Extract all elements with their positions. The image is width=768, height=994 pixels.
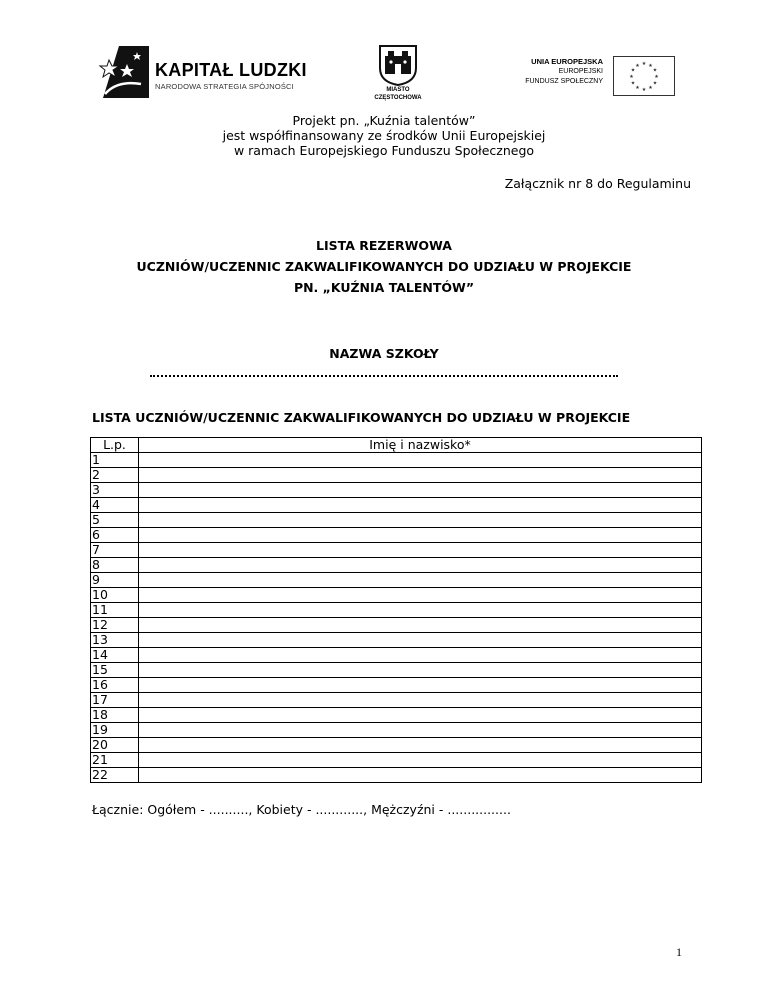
table-row	[91, 558, 702, 573]
kapital-ludzki-logo	[97, 44, 307, 100]
table-row	[91, 453, 702, 468]
svg-text:★: ★	[629, 74, 634, 80]
list-heading: LISTA UCZNIÓW/UCZENNIC ZAKWALIFIKOWANYCH DO UDZIAŁU W PROJEKCIE	[92, 410, 631, 425]
row-number: 20	[91, 738, 139, 753]
table-row	[91, 663, 702, 678]
row-number: 14	[91, 648, 139, 663]
city-logo-line2: CZĘSTOCHOWA	[374, 95, 422, 101]
row-name-cell[interactable]	[139, 693, 702, 708]
table-row	[91, 528, 702, 543]
row-number: 4	[91, 498, 139, 513]
row-number: 8	[91, 558, 139, 573]
title-line3: PN. „KUŹNIA TALENTÓW”	[293, 280, 475, 295]
table-row	[91, 738, 702, 753]
row-name-cell[interactable]	[139, 708, 702, 723]
project-line1: Projekt pn. „Kuźnia talentów”	[292, 113, 476, 128]
table-row	[91, 723, 702, 738]
table-row	[91, 513, 702, 528]
row-name-cell[interactable]	[139, 468, 702, 483]
eu-logo-line1: UNIA EUROPEJSKA	[531, 57, 603, 66]
table-row	[91, 768, 702, 783]
eu-flag-icon	[613, 56, 675, 96]
row-name-cell[interactable]	[139, 633, 702, 648]
table-row	[91, 498, 702, 513]
svg-text:★: ★	[641, 61, 647, 67]
project-line2: jest współfinansowany ze środków Unii Europejskiej	[222, 128, 546, 143]
row-name-cell[interactable]	[139, 738, 702, 753]
svg-text:★: ★	[652, 80, 658, 87]
svg-text:★: ★	[654, 74, 659, 80]
row-name-cell[interactable]	[139, 768, 702, 783]
row-name-cell[interactable]	[139, 483, 702, 498]
header-name: Imię i nazwisko*	[139, 438, 702, 453]
table-row	[91, 483, 702, 498]
header-lp: L.p.	[91, 438, 139, 453]
eu-logo	[507, 56, 675, 96]
row-number: 7	[91, 543, 139, 558]
row-name-cell[interactable]	[139, 753, 702, 768]
table-row	[91, 753, 702, 768]
participants-table	[90, 437, 702, 783]
row-number: 12	[91, 618, 139, 633]
table-header-row	[91, 438, 702, 453]
table-row	[91, 468, 702, 483]
svg-text:★: ★	[630, 80, 636, 87]
table-row	[91, 648, 702, 663]
row-number: 22	[91, 768, 139, 783]
svg-text:★: ★	[652, 67, 658, 74]
title-line2: UCZNIÓW/UCZENNIC ZAKWALIFIKOWANYCH DO UDZIAŁU W PROJEKCIE	[136, 259, 632, 274]
row-name-cell[interactable]	[139, 498, 702, 513]
row-name-cell[interactable]	[139, 573, 702, 588]
row-name-cell[interactable]	[139, 603, 702, 618]
eu-logo-text	[525, 56, 603, 87]
row-number: 10	[91, 588, 139, 603]
table-row	[91, 693, 702, 708]
row-name-cell[interactable]	[139, 528, 702, 543]
row-number: 11	[91, 603, 139, 618]
table-row	[91, 588, 702, 603]
row-name-cell[interactable]	[139, 453, 702, 468]
kapital-ludzki-subtitle: NARODOWA STRATEGIA SPÓJNOŚCI	[155, 82, 294, 91]
totals-line: Łącznie: Ogółem - .........., Kobiety - ............, Mężczyźni - ................	[92, 802, 511, 817]
row-name-cell[interactable]	[139, 513, 702, 528]
table-row	[91, 633, 702, 648]
table-row	[91, 603, 702, 618]
table-row	[91, 543, 702, 558]
svg-text:★: ★	[641, 87, 647, 93]
row-name-cell[interactable]	[139, 648, 702, 663]
page-number: 1	[676, 945, 682, 959]
row-number: 19	[91, 723, 139, 738]
row-name-cell[interactable]	[139, 558, 702, 573]
svg-text:★: ★	[635, 85, 640, 91]
row-number: 16	[91, 678, 139, 693]
row-number: 2	[91, 468, 139, 483]
row-number: 9	[91, 573, 139, 588]
row-number: 21	[91, 753, 139, 768]
project-line3: w ramach Europejskiego Funduszu Społecznego	[233, 143, 535, 158]
row-number: 3	[91, 483, 139, 498]
row-name-cell[interactable]	[139, 618, 702, 633]
kapital-ludzki-emblem-icon	[97, 44, 153, 100]
row-number: 17	[91, 693, 139, 708]
annex-label: Załącznik nr 8 do Regulaminu	[504, 176, 691, 191]
row-number: 5	[91, 513, 139, 528]
row-number: 13	[91, 633, 139, 648]
row-number: 15	[91, 663, 139, 678]
row-number: 1	[91, 453, 139, 468]
table-row	[91, 573, 702, 588]
svg-text:★: ★	[648, 63, 653, 69]
title-line1: LISTA REZERWOWA	[316, 238, 452, 253]
city-coat-of-arms-icon	[378, 44, 418, 86]
city-logo	[368, 44, 428, 108]
svg-text:★: ★	[630, 67, 636, 74]
table-row	[91, 618, 702, 633]
row-name-cell[interactable]	[139, 723, 702, 738]
row-name-cell[interactable]	[139, 678, 702, 693]
row-name-cell[interactable]	[139, 543, 702, 558]
row-number: 18	[91, 708, 139, 723]
row-name-cell[interactable]	[139, 663, 702, 678]
eu-logo-line3: FUNDUSZ SPOŁECZNY	[525, 78, 603, 85]
row-number: 6	[91, 528, 139, 543]
kapital-ludzki-title: KAPITAŁ LUDZKI	[155, 60, 307, 80]
svg-text:★: ★	[648, 85, 653, 91]
table-row	[91, 678, 702, 693]
svg-text:★: ★	[635, 63, 640, 69]
row-name-cell[interactable]	[139, 588, 702, 603]
eu-logo-line2: EUROPEJSKI	[558, 68, 603, 75]
school-name-field[interactable]	[150, 375, 618, 377]
city-logo-line1: MIASTO	[386, 87, 410, 93]
table-row	[91, 708, 702, 723]
school-name-label: NAZWA SZKOŁY	[329, 346, 439, 361]
